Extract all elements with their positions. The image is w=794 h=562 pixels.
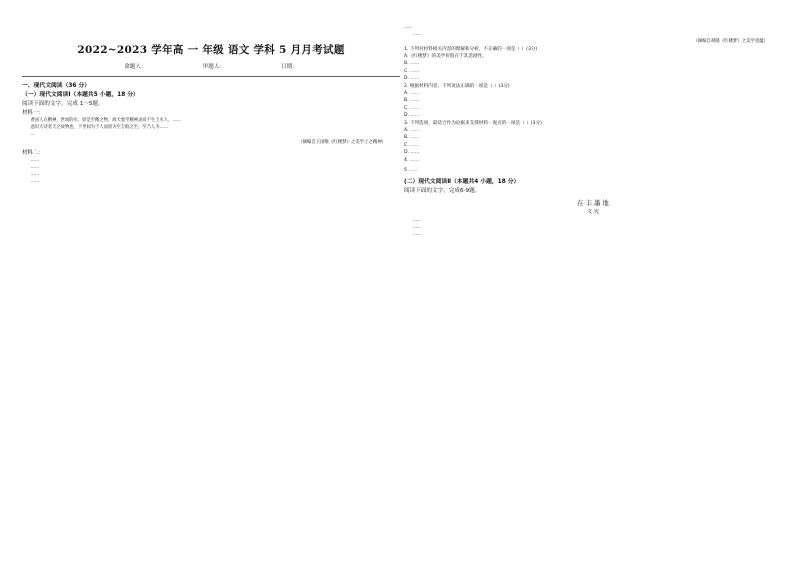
exam-info-line bbox=[22, 62, 400, 70]
question-stem: 4. …… bbox=[404, 157, 420, 163]
paragraph: … bbox=[30, 132, 35, 138]
answer-option: C. …… bbox=[404, 142, 420, 148]
paragraph: …… bbox=[404, 25, 413, 30]
paragraph: …… bbox=[30, 165, 40, 171]
instruction: 阅读下面的文字，完成6-9题。 bbox=[404, 187, 481, 194]
answer-option: B. …… bbox=[404, 98, 420, 104]
question-stem: 1. 下列对材料相关内容的理解和分析，不正确的一项是（ ）(3分) bbox=[404, 46, 538, 52]
left-column bbox=[22, 0, 400, 562]
story-author: 文 宪 bbox=[586, 208, 600, 215]
reviewer-field: 审题人： bbox=[202, 64, 225, 70]
answer-option: A. …… bbox=[404, 91, 420, 97]
section-heading: 一、现代文阅读（36 分） bbox=[22, 83, 91, 89]
date-field: 日期： bbox=[280, 64, 298, 70]
answer-option: C. …… bbox=[404, 105, 420, 111]
instruction: 阅读下面的文字，完成 1～5题。 bbox=[22, 101, 104, 107]
paragraph: …… bbox=[412, 217, 422, 223]
answer-option: D. …… bbox=[404, 113, 420, 119]
question-stem: 3. 下列选项，最适合作为论据来支撑材料一观点的一项是（ ）(3分) bbox=[404, 120, 542, 126]
right-column bbox=[404, 0, 782, 562]
question-stem: 5 …… bbox=[404, 168, 418, 174]
answer-option: D. …… bbox=[404, 150, 420, 156]
answer-option: B. …… bbox=[404, 61, 420, 67]
subsection-heading: (二）现代文阅读Ⅱ（本题共4 小题，18 分） bbox=[404, 178, 520, 185]
paragraph: 香国人在精神，世间的水，原是至精之物，故天象至精神灵而不生土水人，…… bbox=[30, 118, 181, 123]
material-label: 材料一： bbox=[22, 110, 44, 116]
proposer-field: 命题人： bbox=[124, 64, 147, 70]
paragraph: 意识大诗者天之故物也，于世间为于人而原为至万般之至，至乃人为…… bbox=[30, 125, 169, 131]
source-note: （摘编自胡晓《红楼梦》之美学意蕴） bbox=[693, 39, 768, 45]
answer-option: A. …… bbox=[404, 128, 420, 134]
header-divider bbox=[22, 76, 400, 77]
paragraph: …… bbox=[30, 179, 40, 185]
exam-title: 2022~2023 学年高 一 年级 语文 学科 5 月月考试题 bbox=[77, 44, 345, 56]
answer-option: D. …… bbox=[404, 76, 420, 82]
paragraph: …… bbox=[412, 231, 422, 237]
material-label: 材料二： bbox=[22, 149, 44, 156]
story-title: 在 丰 墨 地 bbox=[577, 198, 609, 207]
paragraph: …… bbox=[30, 157, 40, 163]
answer-option: A.《红楼梦》的美学价值在于其悲剧性。 bbox=[404, 54, 487, 60]
paragraph: …… bbox=[30, 172, 40, 178]
paragraph: …… bbox=[412, 224, 422, 230]
answer-option: C. …… bbox=[404, 68, 420, 74]
source-note: （摘编自王国维《红楼梦》之美学上之精神） bbox=[298, 139, 386, 145]
subsection-heading: （一）现代文阅读Ⅰ（本题共5 小题，18 分） bbox=[22, 92, 139, 98]
answer-option: B. …… bbox=[404, 135, 420, 141]
question-stem: 2. 根据材料内容，下列说法正确的一项是（ ）(3分) bbox=[404, 83, 510, 89]
paragraph: …… bbox=[412, 32, 422, 38]
